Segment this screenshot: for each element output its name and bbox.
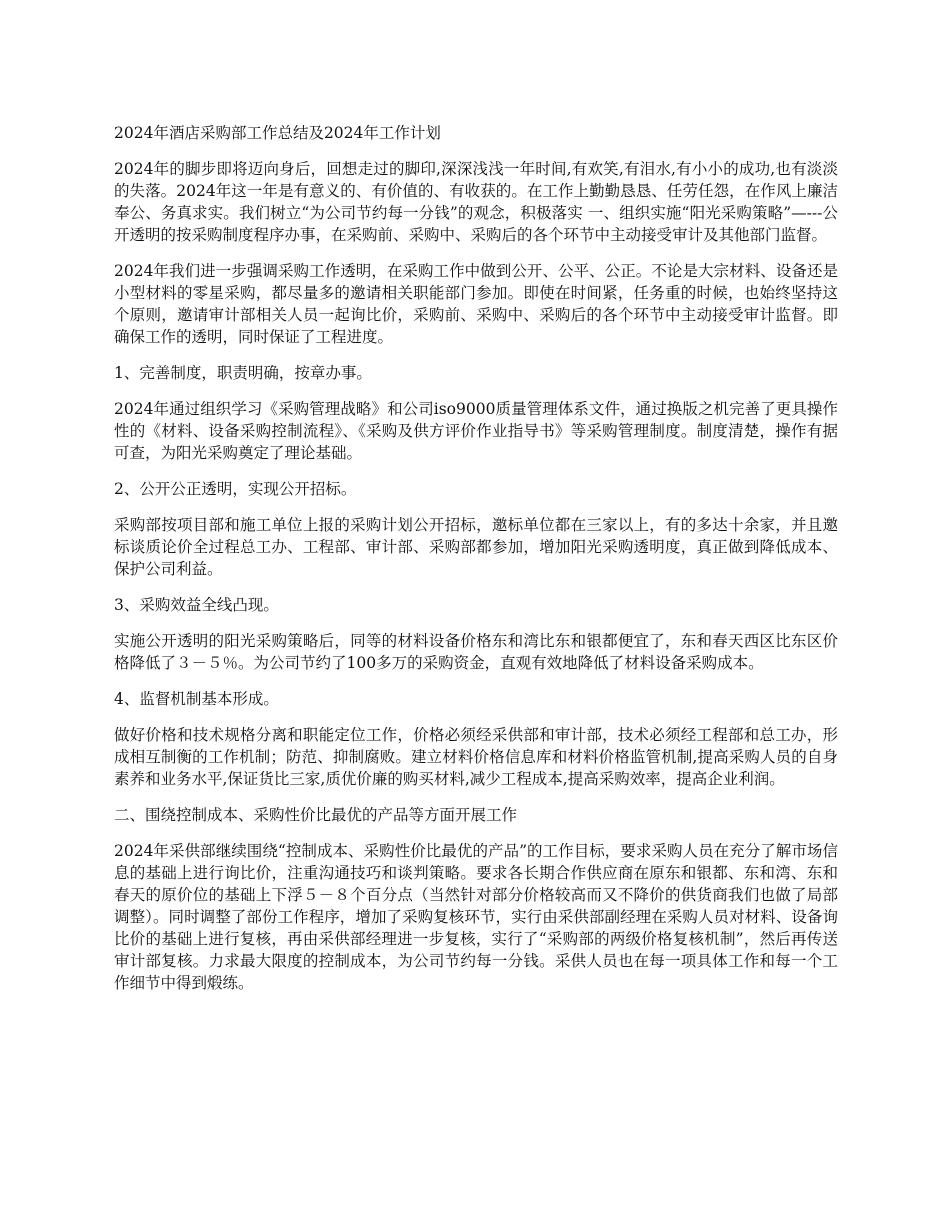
paragraph-2: 2024年我们进一步强调采购工作透明，在采购工作中做到公开、公平、公正。不论是大宗材料、设备还是小型材料的零星采购，都尽量多的邀请相关职能部门参加。即使在时间紧，任务重的时候，也始终坚持这个原则，邀请审计部相关人员一起询比价，采购前、采购中、采购后的各个环节中主动接受审计监督。即确保工作的透明，同时保证了工程进度。 <box>114 262 838 346</box>
section-heading-4: 4、监督机制基本形成。 <box>114 690 279 708</box>
paragraph-6: 做好价格和技术规格分离和职能定位工作，价格必须经采供部和审计部，技术必须经工程部和总工办，形成相互制衡的工作机制；防范、抑制腐败。建立材料价格信息库和材料价格监管机制,提高采购人员的自身素养和业务水平,保证货比三家,质优价廉的购买材料,减少工程成本,提高采购效率，提高企业利润。 <box>114 726 838 788</box>
section-heading-1: 1、完善制度，职责明确，按章办事。 <box>114 364 372 382</box>
section-heading-2: 2、公开公正透明，实现公开招标。 <box>114 480 357 498</box>
paragraph-1: 2024年的脚步即将迈向身后，回想走过的脚印,深深浅浅一年时间,有欢笑,有泪水,有小小的成功,也有淡淡的失落。2024年这一年是有意义的、有价值的、有收获的。在工作上勤勤恳恳、任劳任怨，在作风上廉洁奉公、务真求实。我们树立“为公司节约每一分钱”的观念，积极落实 一、组织实施“阳光采购策略”—---公开透明的按采购制度程序办事，在采购前、采购中、采购后的各个环节中主动接受审计及其他部门监督。 <box>114 160 838 244</box>
paragraph-3: 2024年通过组织学习《采购管理战略》和公司iso9000质量管理体系文件，通过换版之机完善了更具操作性的《材料、设备采购控制流程》、《采购及供方评价作业指导书》等采购管理制度。制度清楚，操作有据可查，为阳光采购奠定了理论基础。 <box>114 400 838 462</box>
paragraph-7: 2024年采供部继续围绕“控制成本、采购性价比最优的产品”的工作目标，要求采购人员在充分了解市场信息的基础上进行询比价，注重沟通技巧和谈判策略。要求各长期合作供应商在原东和银都、东和湾、东和春天的原价位的基础上下浮５－８个百分点（当然针对部分价格较高而又不降价的供货商我们也做了局部调整）。同时调整了部份工作程序，增加了采购复核环节，实行由采供部副经理在采购人员对材料、设备询比价的基础上进行复核，再由采供部经理进一步复核，实行了“采购部的两级价格复核机制”，然后再传送审计部复核。力求最大限度的控制成本，为公司节约每一分钱。采供人员也在每一项具体工作和每一个工作细节中得到煅练。 <box>114 842 838 992</box>
paragraph-5: 实施公开透明的阳光采购策略后，同等的材料设备价格东和湾比东和银都便宜了，东和春天西区比东区价格降低了３－５％。为公司节约了100多万的采购资金，直观有效地降低了材料设备采购成本。 <box>114 632 838 672</box>
section-heading-3: 3、采购效益全线凸现。 <box>114 596 279 614</box>
section-heading-5: 二、围绕控制成本、采购性价比最优的产品等方面开展工作 <box>114 806 518 824</box>
document-title: 2024年酒店采购部工作总结及2024年工作计划 <box>114 124 441 142</box>
document-page <box>114 122 838 1008</box>
paragraph-4: 采购部按项目部和施工单位上报的采购计划公开招标，邀标单位都在三家以上，有的多达十余家，并且邀标谈质论价全过程总工办、工程部、审计部、采购部都参加，增加阳光采购透明度，真正做到降低成本、保护公司利益。 <box>114 516 838 578</box>
